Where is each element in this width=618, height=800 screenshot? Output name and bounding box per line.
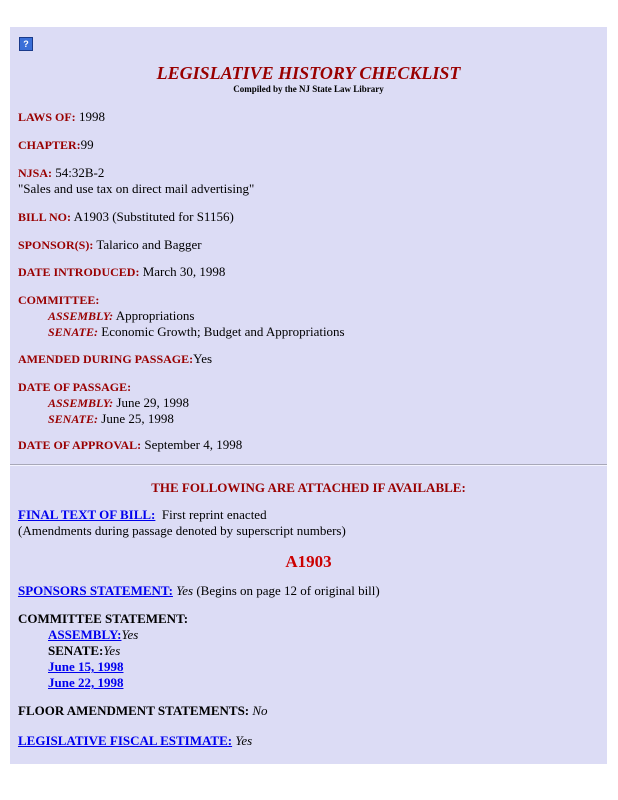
floor-amendment-row <box>18 703 268 719</box>
passage-assembly-value: June 29, 1998 <box>116 395 189 410</box>
date-of-approval-value: September 4, 1998 <box>144 437 243 452</box>
bill-no-value: A1903 (Substituted for S1156) <box>73 209 234 224</box>
laws-of-value: 1998 <box>78 109 105 124</box>
passage-senate-value: June 25, 1998 <box>101 411 174 426</box>
committee-row <box>18 292 345 340</box>
bill-no-label: BILL NO: <box>18 210 72 224</box>
sponsors-row <box>18 237 202 253</box>
amended-label: AMENDED DURING PASSAGE: <box>18 352 194 366</box>
committee-assembly-link[interactable]: ASSEMBLY: <box>48 627 122 642</box>
floor-amendment-label: FLOOR AMENDMENT STATEMENTS: <box>18 703 250 718</box>
laws-of-row <box>18 109 105 125</box>
committee-statement-row <box>18 611 188 691</box>
committee-assembly-yes: Yes <box>121 627 139 642</box>
committee-statement-label: COMMITTEE STATEMENT: <box>18 611 189 626</box>
committee-senate-value: Economic Growth; Budget and Appropriations <box>101 324 345 339</box>
sponsors-statement-row <box>18 583 380 599</box>
date-of-approval-label: DATE OF APPROVAL: <box>18 438 142 452</box>
committee-assembly-label: ASSEMBLY: <box>48 309 114 323</box>
njsa-row <box>18 165 254 197</box>
document-page <box>10 27 607 764</box>
committee-assembly-value: Appropriations <box>115 308 195 323</box>
committee-label: COMMITTEE: <box>18 293 100 307</box>
njsa-label: NJSA: <box>18 166 53 180</box>
committee-date-link-1[interactable]: June 15, 1998 <box>48 659 124 674</box>
final-text-value: First reprint enacted <box>161 507 267 522</box>
njsa-value: 54:32B-2 <box>55 165 105 180</box>
help-icon[interactable]: ? <box>19 37 33 51</box>
sponsors-statement-yes: Yes <box>176 583 194 598</box>
floor-amendment-value: No <box>252 703 268 718</box>
passage-senate-label: SENATE: <box>48 412 99 426</box>
bill-no-row <box>18 209 234 225</box>
committee-date-link-2[interactable]: June 22, 1998 <box>48 675 124 690</box>
date-introduced-label: DATE INTRODUCED: <box>18 265 140 279</box>
committee-senate-label: SENATE: <box>48 325 99 339</box>
amended-row <box>18 351 212 367</box>
date-of-passage-row <box>18 379 189 427</box>
passage-assembly-label: ASSEMBLY: <box>48 396 114 410</box>
njsa-description: "Sales and use tax on direct mail advertising" <box>18 181 255 196</box>
final-text-row <box>18 507 346 539</box>
laws-of-label: LAWS OF: <box>18 110 76 124</box>
date-introduced-value: March 30, 1998 <box>142 264 226 279</box>
final-text-link[interactable]: FINAL TEXT OF BILL: <box>18 507 156 522</box>
fiscal-estimate-value: Yes <box>235 733 253 748</box>
chapter-label: CHAPTER: <box>18 138 81 152</box>
committee-senate-yes: Yes <box>103 643 121 658</box>
bill-number-heading: A1903 <box>285 552 332 571</box>
sponsors-statement-note: (Begins on page 12 of original bill) <box>196 583 380 598</box>
date-introduced-row <box>18 264 225 280</box>
committee-senate-label: SENATE: <box>48 643 104 658</box>
date-of-approval-row <box>18 437 242 453</box>
chapter-row <box>18 137 94 153</box>
sponsors-label: SPONSOR(S): <box>18 238 94 252</box>
amended-value: Yes <box>193 351 213 366</box>
fiscal-estimate-row <box>18 733 252 749</box>
final-text-note: (Amendments during passage denoted by superscript numbers) <box>18 523 346 538</box>
page-subtitle: Compiled by the NJ State Law Library <box>233 84 384 94</box>
chapter-value: 99 <box>80 137 94 152</box>
attached-heading: THE FOLLOWING ARE ATTACHED IF AVAILABLE: <box>151 480 466 495</box>
divider <box>10 464 607 466</box>
sponsors-statement-link[interactable]: SPONSORS STATEMENT: <box>18 583 173 598</box>
date-of-passage-label: DATE OF PASSAGE: <box>18 380 132 394</box>
sponsors-value: Talarico and Bagger <box>96 237 202 252</box>
fiscal-estimate-link[interactable]: LEGISLATIVE FISCAL ESTIMATE: <box>18 733 233 748</box>
page-title: LEGISLATIVE HISTORY CHECKLIST <box>156 63 461 83</box>
